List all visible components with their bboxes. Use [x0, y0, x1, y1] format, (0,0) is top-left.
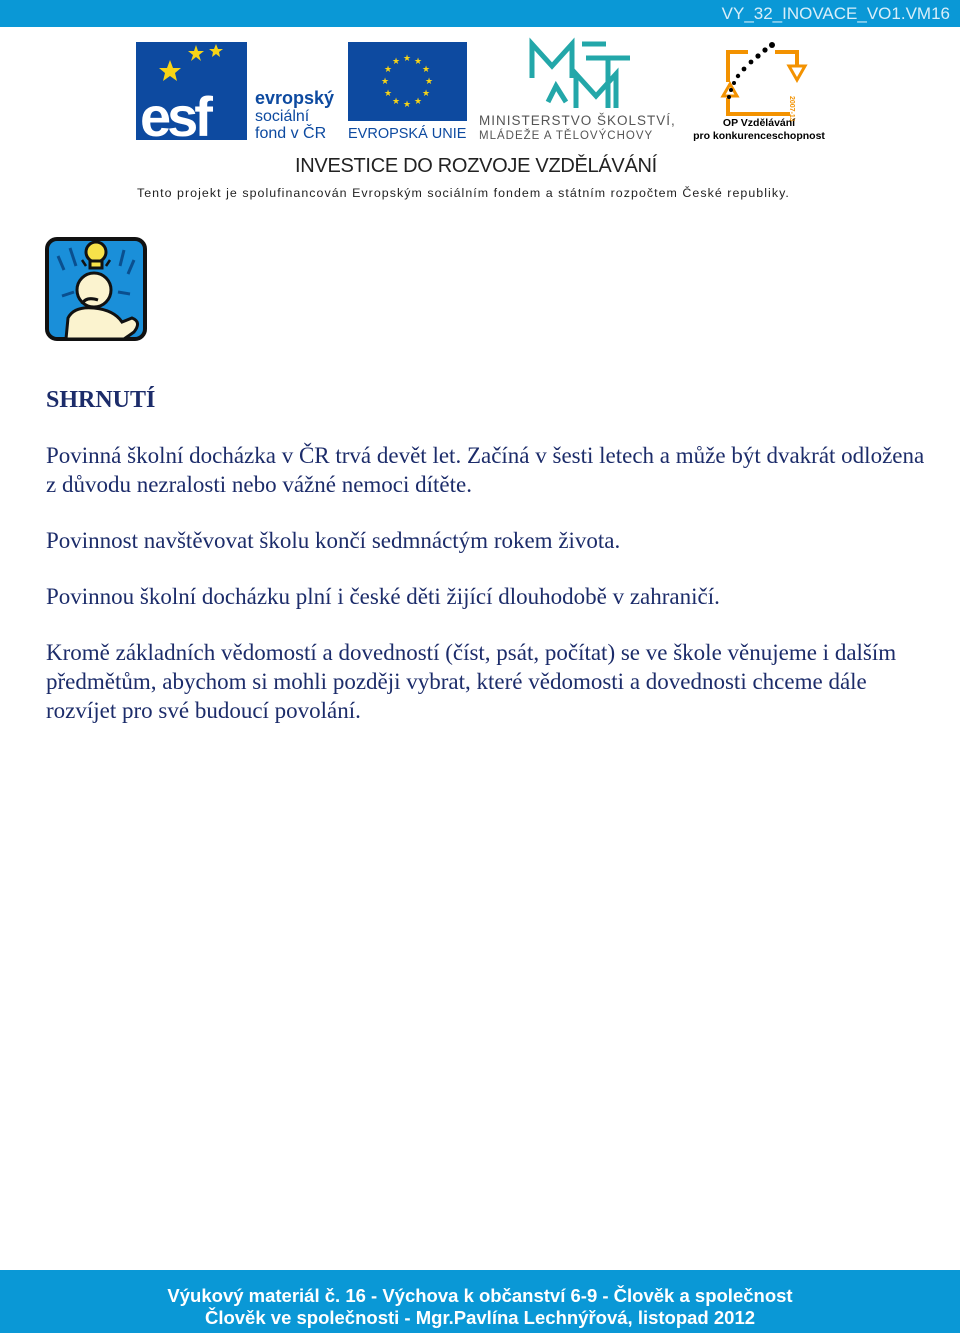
op-logo	[693, 42, 825, 142]
svg-text:★: ★	[424, 77, 434, 87]
svg-text:★: ★	[413, 97, 423, 107]
eu-flag-logo	[348, 42, 467, 142]
footer-line1: Výukový materiál č. 16 - Výchova k občanství 6-9 - Člověk a společnost	[167, 1285, 793, 1306]
op-line1: OP Vzdělávání	[722, 117, 796, 129]
msmt-logo	[479, 44, 676, 142]
svg-text:★: ★	[402, 54, 412, 64]
svg-text:★: ★	[391, 97, 401, 107]
summary-paragraph: Povinná školní docházka v ČR trvá devět let. Začíná v šesti letech a může být dvakrát odložena z důvodu nezralosti nebo vážné nemoci dítěte.	[46, 443, 925, 497]
esf-line2: sociální	[255, 108, 310, 125]
svg-text:★: ★	[402, 100, 412, 110]
summary-paragraph: Kromě základních vědomostí a dovedností (číst, psát, počítat) se ve škole věnujeme i dalším předmětům, abychom si mohli později vybrat, které vědomosti a dovednosti chceme dále rozvíjet pro své budoucí povolání.	[46, 640, 897, 723]
svg-text:★: ★	[391, 57, 401, 67]
summary-paragraph: Povinnou školní docházku plní i české děti žijící dlouhodobě v zahraničí.	[46, 584, 720, 609]
svg-text:★: ★	[421, 89, 431, 99]
esf-line1: evropský	[255, 88, 335, 108]
footer-line2: Člověk ve společnosti - Mgr.Pavlína Lechnýřová, listopad 2012	[204, 1307, 756, 1328]
material-code: VY_32_INOVACE_VO1.VM16	[721, 4, 950, 23]
projekt-note: Tento projekt je spolufinancován Evropským sociálním fondem a státním rozpočtem České republiky.	[137, 186, 790, 200]
footer-bar	[0, 1270, 960, 1333]
msmt-line2: MLÁDEŽE A TĚLOVÝCHOVY	[479, 130, 654, 142]
svg-text:★: ★	[413, 57, 423, 67]
summary-paragraph: Povinnost navštěvovat školu končí sedmnáctým rokem života.	[46, 528, 621, 553]
thinking-child-icon	[44, 236, 148, 342]
svg-text:★: ★	[383, 89, 393, 99]
svg-text:★: ★	[383, 65, 393, 75]
esf-logo	[136, 42, 334, 148]
msmt-line1: MINISTERSTVO ŠKOLSTVÍ,	[479, 113, 676, 128]
sponsor-logos	[0, 0, 960, 210]
summary-content	[46, 386, 926, 752]
summary-title: SHRNUTÍ	[46, 387, 156, 413]
svg-text:esf: esf	[140, 85, 209, 148]
op-years: 2007-13	[788, 96, 795, 122]
esf-line3: fond v ČR	[255, 125, 327, 142]
svg-text:★: ★	[380, 77, 390, 87]
op-line2: pro konkurenceschopnost	[693, 130, 825, 142]
investice-heading: INVESTICE DO ROZVOJE VZDĚLÁVÁNÍ	[295, 155, 657, 177]
svg-text:★: ★	[421, 65, 431, 75]
eu-label: EVROPSKÁ UNIE	[348, 126, 467, 142]
